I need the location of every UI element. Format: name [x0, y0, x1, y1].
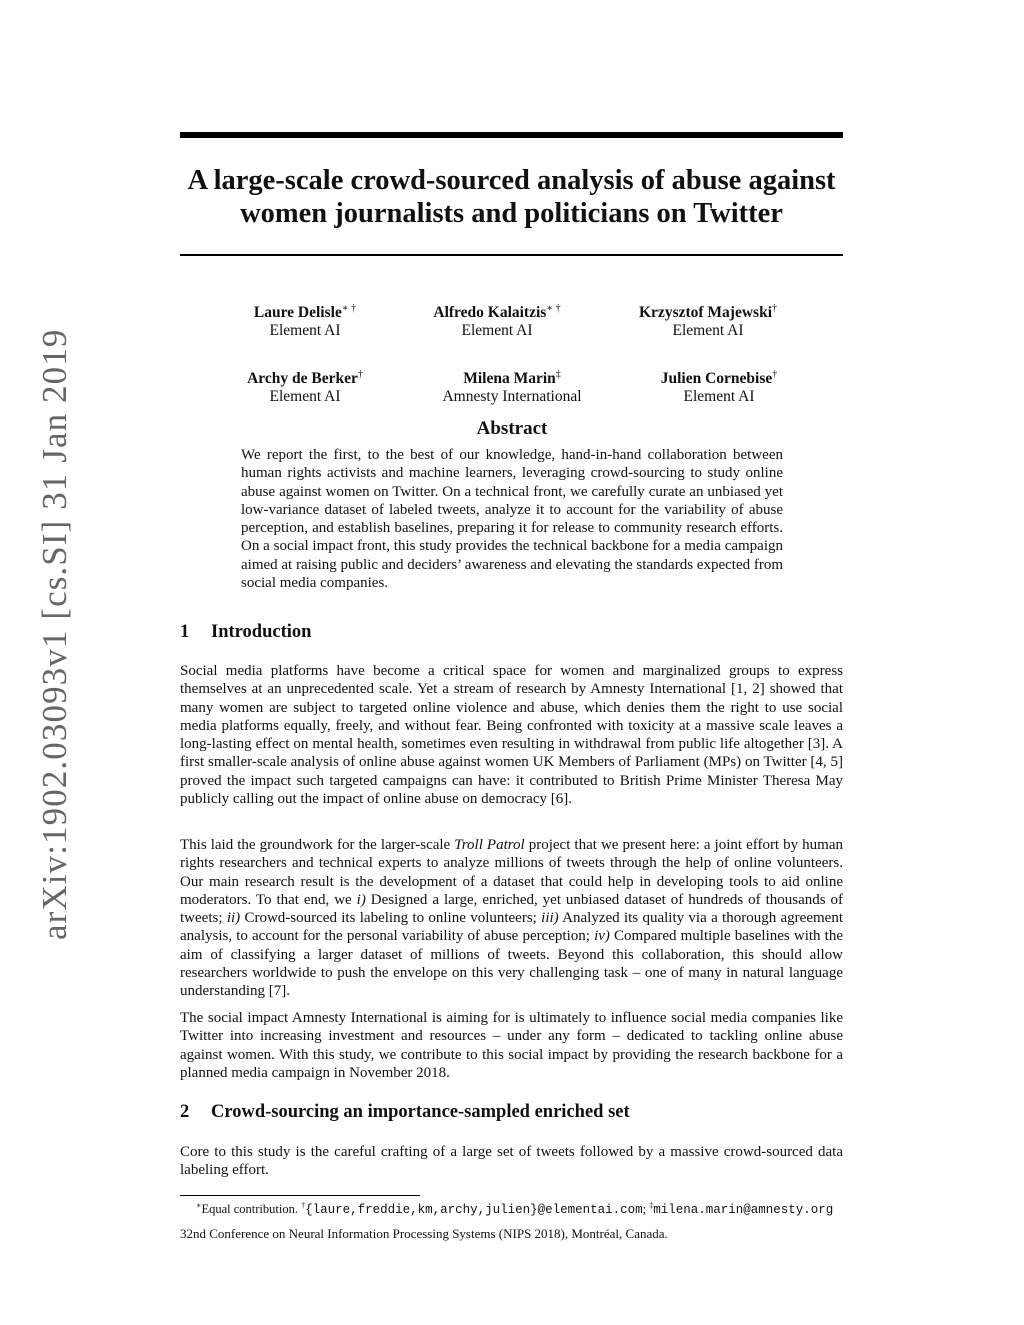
text-run: Crowd-sourced its labeling to online volunteers;	[240, 910, 542, 927]
author-affiliation: Element AI	[269, 388, 341, 406]
author-marks: ∗ †	[341, 303, 357, 314]
abstract-heading: Abstract	[476, 418, 548, 439]
author-affiliation: Amnesty International	[442, 388, 582, 406]
arxiv-identifier: arXiv:1902.03093v1 [cs.SI] 31 Jan 2019	[35, 328, 74, 940]
section-heading-introduction	[180, 622, 311, 643]
list-marker: iii)	[541, 910, 559, 927]
author-block	[599, 366, 839, 406]
author-block	[185, 366, 425, 406]
list-marker: iv)	[594, 928, 610, 945]
conference-venue: 32nd Conference on Neural Information Processing Systems (NIPS 2018), Montréal, Canada.	[180, 1226, 668, 1241]
author-marks: ‡	[555, 369, 561, 380]
title-bottom-rule	[180, 254, 843, 256]
section2-paragraph-1: Core to this study is the careful crafting of a large set of tweets followed by a massive crowd-sourced data labeling effort.	[180, 1144, 843, 1179]
section-number: 1	[180, 622, 190, 642]
section-number: 2	[180, 1102, 190, 1122]
author-block	[588, 300, 828, 340]
author-name: Milena Marin	[463, 370, 556, 388]
author-marks: †	[772, 303, 777, 314]
author-name: Krzysztof Majewski	[639, 304, 772, 322]
author-affiliation: Element AI	[672, 322, 744, 340]
author-name: Alfredo Kalaitzis	[433, 304, 547, 322]
project-name: Troll Patrol	[454, 837, 525, 853]
footnote-mark: †	[301, 1201, 306, 1210]
author-name: Julien Cornebise	[660, 370, 773, 388]
author-affiliation: Element AI	[461, 322, 533, 340]
intro-paragraph-3: The social impact Amnesty International is aiming for is ultimately to influence social media companies like Twitter into increasing investment and resources – under any form – dedicated to tackling online abuse against women. With this study, we contribute to this social impact by providing the research backbone for a planned media campaign in November 2018.	[180, 1010, 843, 1081]
text-run: Designed a large, enriched, yet unbiased dataset of hundreds of thousands of tweets;	[180, 891, 843, 927]
text-run: This laid the groundwork for the larger-scale	[180, 837, 455, 853]
text-run: project that we present here: a joint effort by human rights researchers and technical experts to analyze millions of tweets through the help of online volunteers. Our main research result is the development of a dataset that could help in developing tools to aid online moderators. To that end, we	[180, 837, 843, 908]
footnote-email: milena.marin@amnesty.org	[653, 1203, 834, 1218]
footnote	[196, 1201, 833, 1217]
footnote-text: Equal contribution.	[201, 1202, 298, 1217]
author-block	[377, 300, 617, 340]
author-affiliation: Element AI	[269, 322, 341, 340]
section-heading-crowd-sourcing	[180, 1102, 630, 1123]
footnote-mark: ‡	[649, 1201, 654, 1210]
title-top-rule	[180, 132, 843, 138]
author-affiliation: Element AI	[683, 388, 755, 406]
paper-title: A large-scale crowd-sourced analysis of abuse against women journalists and politicians on Twitter	[187, 165, 836, 229]
footnote-mark: ∗	[196, 1201, 202, 1210]
abstract-text: We report the first, to the best of our knowledge, hand-in-hand collaboration between human rights activists and machine learners, leveraging crowd-sourcing to study online abuse against women on Twitter. On a technical front, we carefully curate an unbiased yet low-variance dataset of labeled tweets, analyze it to account for the variability of abuse perception, and establish baselines, preparing it for release to community research efforts. On a social impact front, this study provides the technical backbone for a media campaign aimed at raising public and deciders’ awareness and elevating the standards expected from social media companies.	[241, 447, 784, 592]
author-marks: †	[357, 369, 363, 380]
footnote-separator: ;	[642, 1202, 647, 1217]
intro-paragraph-1: Social media platforms have become a critical space for women and marginalized groups to express themselves at an unprecedented scale. Yet a stream of research by Amnesty International [1, 2] showed that many women are subject to targeted online violence and abuse, which denies them the right to use social media platforms equally, freely, and without fear. Being confronted with toxicity at a massive scale leaves a long-lasting effect on mental health, sometimes even resulting in withdrawal from public life altogether [3]. A first smaller-scale analysis of online abuse against women UK Members of Parliament (MPs) on Twitter [4, 5] proved the impact such targeted campaigns can have: it contributed to British Prime Minister Theresa May publicly calling out the impact of online abuse on democracy [6].	[180, 663, 843, 808]
author-name: Archy de Berker	[247, 370, 358, 388]
section-title: Crowd-sourcing an importance-sampled enriched set	[211, 1102, 630, 1122]
author-marks: ∗ †	[546, 303, 561, 314]
author-name: Laure Delisle	[253, 304, 342, 322]
list-marker: ii)	[226, 910, 241, 927]
list-marker: i)	[356, 891, 366, 908]
section-title: Introduction	[211, 622, 312, 642]
footnote-rule	[180, 1195, 420, 1196]
footnote-email: {laure,freddie,km,archy,julien}@elementai.com	[305, 1203, 643, 1218]
author-marks: †	[772, 369, 778, 380]
text-run: Analyzed its quality via a thorough agreement analysis, to account for the personal variability of abuse perception;	[180, 910, 843, 945]
text-run: Compared multiple baselines with the aim of classifying a larger dataset of millions of tweets. Beyond this collaboration, this should allow researchers worldwide to push the envelope on this very challenging task – one of many in natural language understanding [7].	[180, 928, 843, 1000]
intro-paragraph-2	[180, 836, 843, 1001]
author-block	[392, 366, 632, 406]
